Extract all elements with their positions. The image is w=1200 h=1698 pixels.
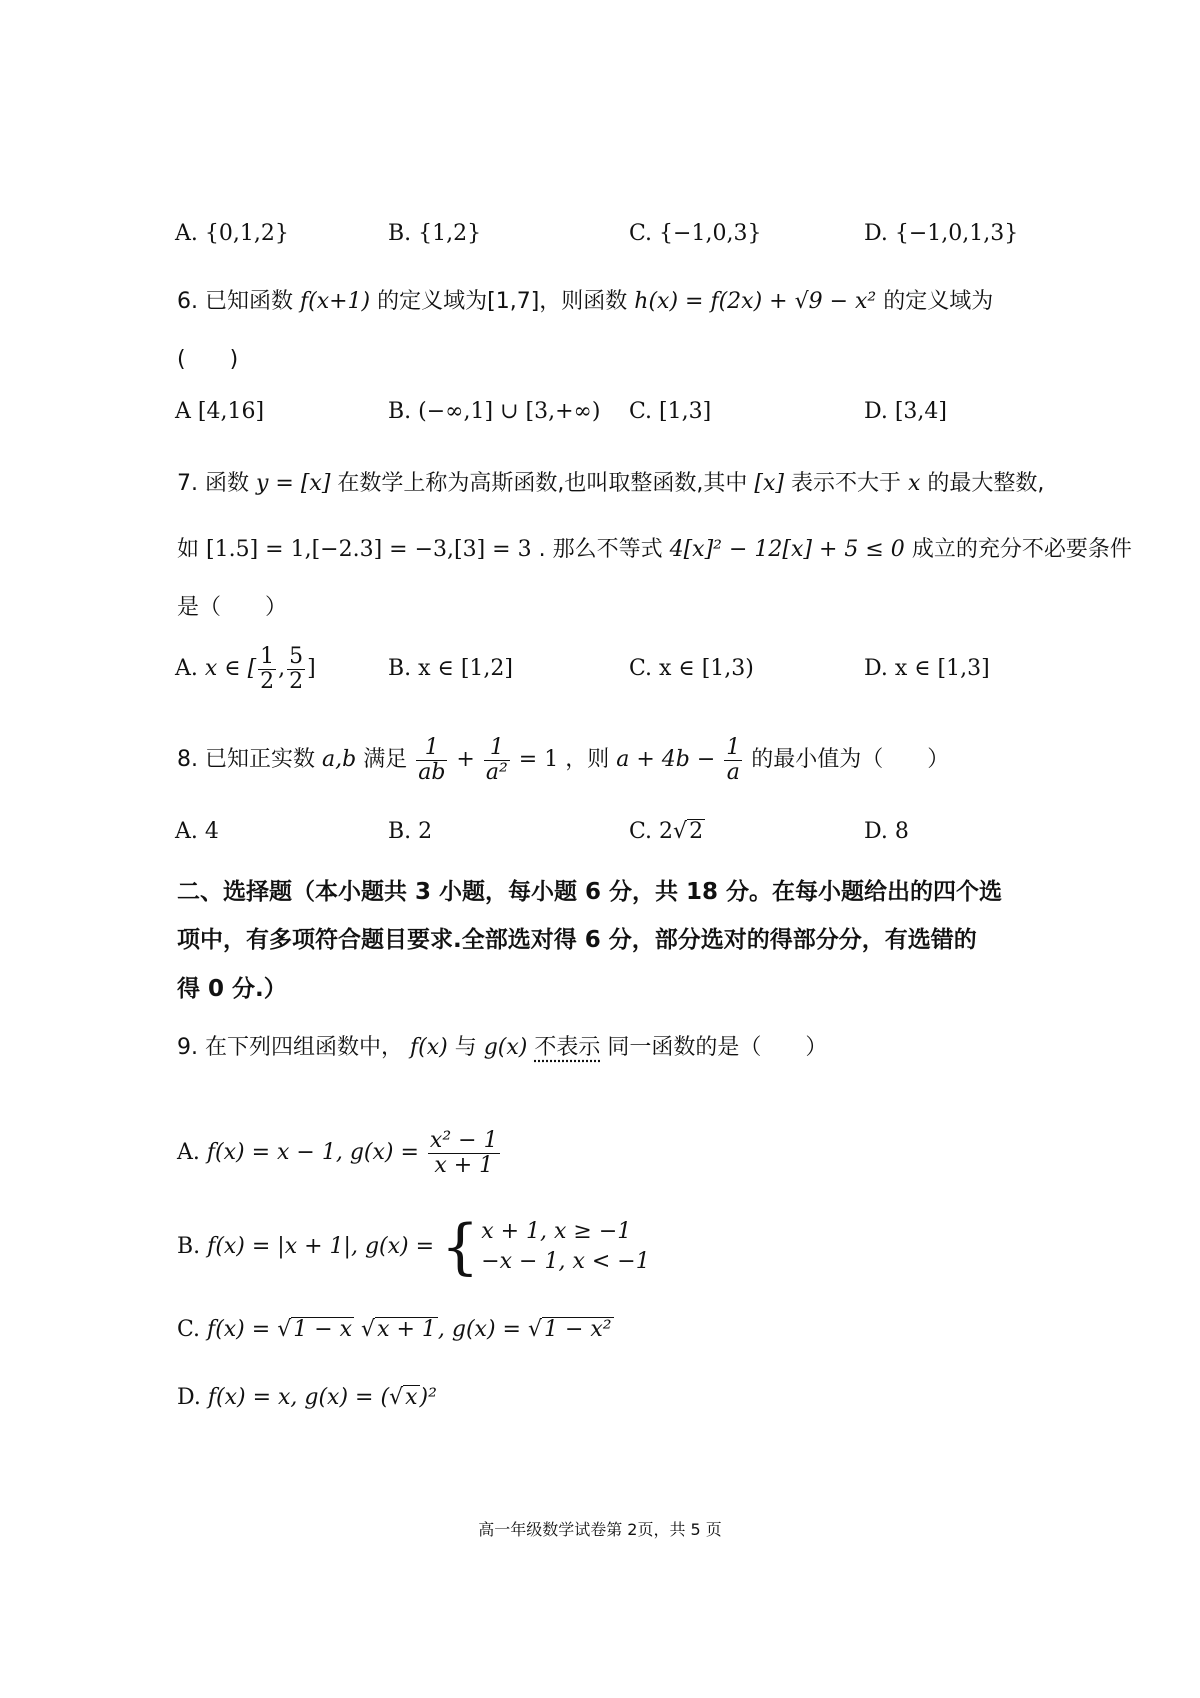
q9-f: f(x) bbox=[409, 1035, 448, 1060]
q7-option-a-num1: 1 bbox=[260, 643, 275, 669]
q8-post: 的最小值为（ ） bbox=[751, 747, 950, 772]
q5-option-b: B. {1,2} bbox=[388, 221, 482, 246]
q9-option-d-label: D. bbox=[177, 1385, 201, 1410]
q6-f-expr: f(x+1) bbox=[299, 289, 371, 314]
q7-line2-ineq: 4[x]² − 12[x] + 5 ≤ 0 bbox=[669, 537, 905, 562]
q9-pre: 9. 在下列四组函数中， bbox=[177, 1035, 403, 1060]
q8-option-c-sqrt: 2 bbox=[689, 819, 704, 844]
q9-option-c-sqrt2: x + 1 bbox=[377, 1317, 436, 1342]
q8-frac2-den: a² bbox=[485, 759, 508, 785]
q9-option-a-num: x² − 1 bbox=[429, 1127, 498, 1153]
q5-options bbox=[0, 214, 1200, 266]
q8-frac3-num: 1 bbox=[726, 734, 741, 760]
q8-eq: = 1 bbox=[518, 747, 559, 772]
q9-option-a-expr: f(x) = x − 1, g(x) = bbox=[206, 1140, 419, 1165]
q7-option-a-label: A. bbox=[175, 656, 198, 681]
section2-line1: 二、选择题（本小题共 3 小题，每小题 6 分，共 18 分。在每小题给出的四个选 bbox=[177, 879, 1003, 905]
q7-line1-mid2: 表示不大于 bbox=[790, 471, 901, 496]
q8-plus: + bbox=[456, 747, 475, 772]
q8-frac3 bbox=[724, 736, 742, 785]
q7-line1-x: x bbox=[908, 471, 921, 496]
q9-option-b bbox=[177, 1212, 650, 1282]
q6-stem-pre: 6. 已知函数 bbox=[177, 289, 293, 314]
q9-option-d-pre: f(x) = x, g(x) = ( bbox=[207, 1385, 390, 1410]
q6-option-a: A [4,16] bbox=[175, 399, 265, 424]
q8-frac3-den: a bbox=[726, 759, 740, 785]
q6-stem-post: 的定义域为 bbox=[883, 289, 994, 314]
q6-option-d: D. [3,4] bbox=[864, 399, 947, 424]
q6-stem-mid: 的定义域为[1,7]，则函数 bbox=[377, 289, 628, 314]
q7-options bbox=[0, 636, 1200, 706]
q9-option-b-label: B. bbox=[177, 1234, 201, 1259]
q8-stem bbox=[177, 725, 949, 795]
q7-line1-mid: 在数学上称为高斯函数,也叫取整函数,其中 bbox=[337, 471, 748, 496]
q9-option-c-pre: f(x) = bbox=[207, 1317, 271, 1342]
q6-paren bbox=[177, 340, 238, 380]
q8-frac1-num: 1 bbox=[416, 736, 447, 761]
q9-option-d-post: )² bbox=[419, 1385, 437, 1410]
q7-line1 bbox=[177, 464, 1044, 504]
q9-option-a-frac bbox=[428, 1129, 500, 1178]
q9-option-c-sqrt3: 1 − x² bbox=[543, 1317, 612, 1342]
q9-option-a-den: x + 1 bbox=[434, 1152, 494, 1178]
q9-option-d-sqrt: x bbox=[405, 1385, 418, 1410]
q7-line1-pre: 7. 函数 bbox=[177, 471, 249, 496]
q7-line2 bbox=[177, 530, 1132, 570]
q8-frac2-num: 1 bbox=[484, 736, 510, 761]
q8-mid2: ，则 bbox=[565, 747, 610, 772]
q8-mid: 满足 bbox=[363, 747, 408, 772]
q6-stem bbox=[177, 282, 993, 322]
q9-option-a bbox=[177, 1118, 502, 1188]
q9-g: g(x) bbox=[483, 1035, 528, 1060]
q6-h-expr: h(x) = f(2x) + √9 − x² bbox=[634, 289, 877, 314]
q9-option-a-label: A. bbox=[177, 1140, 200, 1165]
section2-line3: 得 0 分.） bbox=[177, 976, 287, 1002]
q9-mid: 与 bbox=[454, 1035, 477, 1060]
q5-option-a: A. {0,1,2} bbox=[175, 221, 289, 246]
section2-line2: 项中，有多项符合题目要求.全部选对得 6 分，部分选对的得部分分，有选错的 bbox=[177, 927, 977, 953]
q6-options bbox=[0, 392, 1200, 444]
q7-option-a-den1: 2 bbox=[260, 668, 275, 694]
q7-option-d: D. x ∈ [1,3] bbox=[864, 656, 990, 681]
q7-line1-expr: y = [x] bbox=[255, 471, 331, 496]
q9-option-c-mid: , g(x) = bbox=[437, 1317, 521, 1342]
q9-option-b-case1: x + 1, x ≥ −1 bbox=[481, 1219, 632, 1244]
q7-line3 bbox=[177, 588, 287, 628]
q8-option-b: B. 2 bbox=[388, 819, 433, 844]
q7-line1-expr2: [x] bbox=[754, 471, 784, 496]
q5-option-c: C. {−1,0,3} bbox=[629, 221, 762, 246]
q8-option-c: C. 2√2 bbox=[629, 819, 704, 844]
q8-option-a: A. 4 bbox=[175, 819, 219, 844]
q8-ab: a,b bbox=[321, 747, 357, 772]
q9-option-c: C. f(x) = √1 − x √x + 1, g(x) = √1 − x² bbox=[177, 1317, 612, 1342]
q7-line3-text: 是（ ） bbox=[177, 595, 288, 620]
q9-post: 同一函数的是（ ） bbox=[607, 1035, 828, 1060]
q9-option-c-sqrt1: 1 − x bbox=[293, 1317, 353, 1342]
q8-options bbox=[0, 812, 1200, 864]
q7-line1-post: 的最大整数, bbox=[927, 471, 1045, 496]
q8-frac1 bbox=[416, 736, 447, 785]
q9-option-b-expr: f(x) = |x + 1|, g(x) = bbox=[207, 1234, 435, 1259]
q7-option-a-den2: 2 bbox=[289, 668, 304, 694]
q9-emphasis: 不表示 bbox=[534, 1035, 601, 1060]
q8-expr: a + 4b − bbox=[616, 747, 716, 772]
q8-option-d: D. 8 bbox=[864, 819, 909, 844]
q9-option-b-cases bbox=[481, 1217, 650, 1277]
q7-option-a-post: ] bbox=[307, 656, 316, 681]
q7-line2-pre: 如 bbox=[177, 537, 200, 562]
q6-option-c: C. [1,3] bbox=[629, 399, 712, 424]
q7-option-b: B. x ∈ [1,2] bbox=[388, 656, 513, 681]
q6-option-b: B. (−∞,1] ∪ [3,+∞) bbox=[388, 399, 601, 424]
q5-option-d: D. {−1,0,1,3} bbox=[864, 221, 1019, 246]
q7-option-c: C. x ∈ [1,3) bbox=[629, 656, 754, 681]
q8-frac2 bbox=[484, 736, 510, 785]
q9-option-b-case2: −x − 1, x < −1 bbox=[481, 1249, 650, 1274]
q6-answer-paren: ( ) bbox=[177, 347, 239, 372]
left-brace-icon: { bbox=[441, 1212, 480, 1282]
q7-option-a-frac1 bbox=[258, 645, 276, 694]
q8-pre: 8. 已知正实数 bbox=[177, 747, 315, 772]
q8-option-c-label: C. bbox=[629, 819, 653, 844]
q9-option-d: D. f(x) = x, g(x) = (√x)² bbox=[177, 1385, 437, 1410]
page-footer: 高一年级数学试卷第 2页，共 5 页 bbox=[478, 1520, 722, 1539]
q9-stem bbox=[177, 1028, 827, 1068]
q7-line2-mid: . 那么不等式 bbox=[538, 537, 663, 562]
q7-option-a: A. x ∈ [ $\frac{1}{2}$ , $\frac{5}{2}$ ] bbox=[175, 643, 316, 694]
q7-option-a-pre: x ∈ [ bbox=[204, 656, 257, 681]
q8-option-c-pre: 2 bbox=[659, 819, 674, 844]
q7-option-a-frac2 bbox=[287, 645, 305, 694]
q8-frac1-den: ab bbox=[418, 759, 446, 785]
q7-line2-expr: [1.5] = 1,[−2.3] = −3,[3] = 3 bbox=[206, 537, 532, 562]
q9-option-c-label: C. bbox=[177, 1317, 201, 1342]
q7-line2-post: 成立的充分不必要条件 bbox=[911, 537, 1132, 562]
q7-option-a-num2: 5 bbox=[289, 643, 304, 669]
